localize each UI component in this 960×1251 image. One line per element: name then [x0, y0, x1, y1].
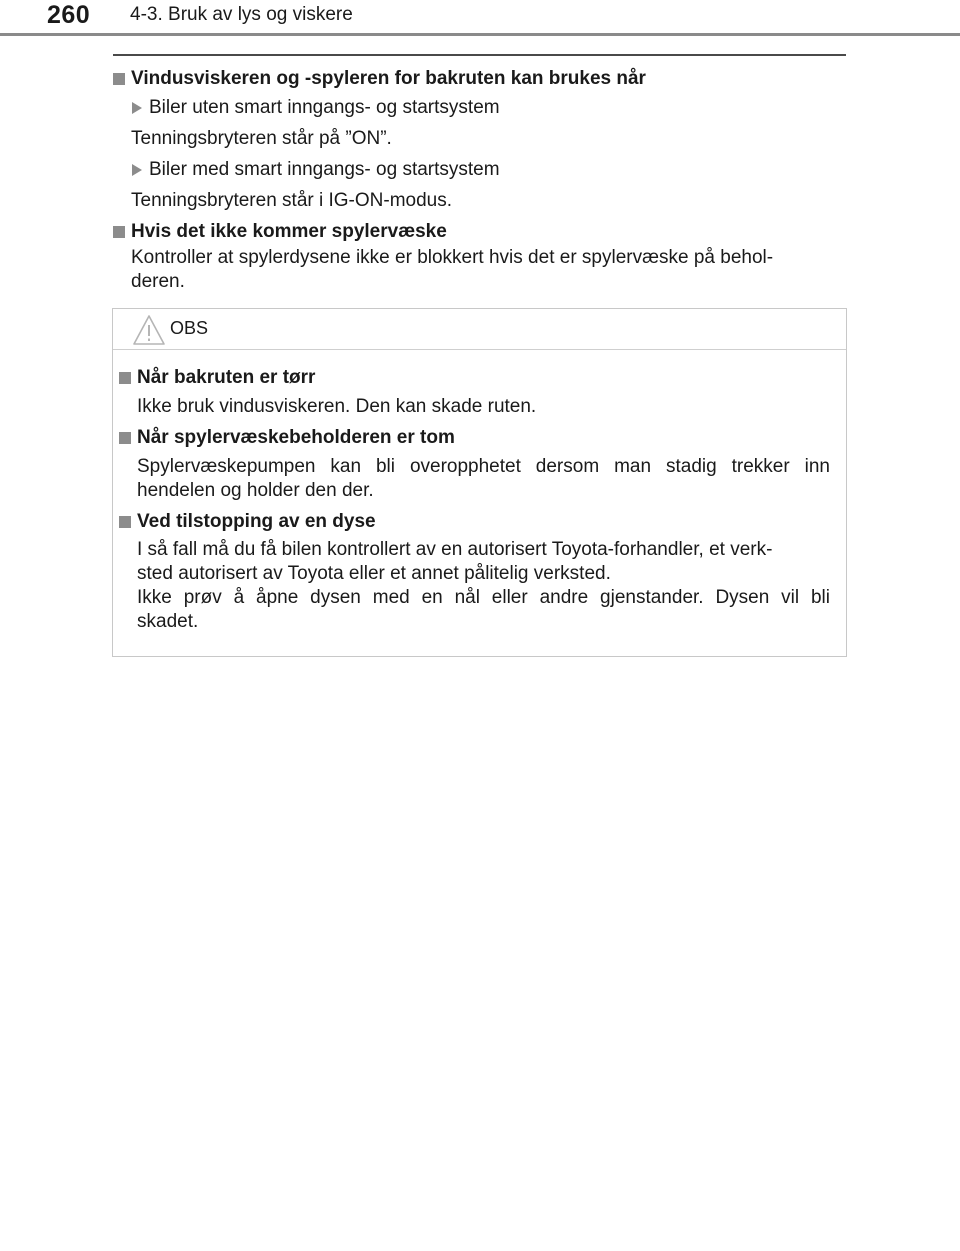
warning-triangle-icon: [132, 314, 166, 346]
content-divider: [113, 54, 846, 56]
list-item-text: Biler uten smart inngangs- og startsystem: [149, 97, 500, 118]
arrow-right-icon: [132, 164, 142, 176]
section-heading: [113, 67, 843, 91]
notice-heading-text: Når spylervæskebeholderen er tom: [137, 427, 455, 448]
list-item: [113, 96, 843, 120]
square-bullet-icon: [113, 73, 125, 85]
section-title: 4-3. Bruk av lys og viskere: [130, 4, 353, 25]
paragraph: Spylervæskepumpen kan bli overopphetet dersom man stadig trekker inn: [137, 456, 830, 477]
header-divider: [0, 33, 960, 36]
notice-heading-text: Ved tilstopping av en dyse: [137, 511, 376, 532]
notice-box: [112, 308, 847, 657]
notice-heading: [119, 366, 830, 390]
arrow-right-icon: [132, 102, 142, 114]
list-item-text: Biler med smart inngangs- og startsystem: [149, 159, 500, 180]
section-heading: [113, 220, 843, 244]
paragraph: sted autorisert av Toyota eller et annet pålitelig verksted.: [137, 563, 611, 584]
paragraph: Ikke prøv å åpne dysen med en nål eller andre gjenstander. Dysen vil bli: [137, 587, 830, 608]
paragraph: skadet.: [137, 611, 199, 632]
list-item: [113, 158, 843, 182]
notice-header: [113, 309, 846, 350]
notice-heading: [119, 510, 830, 534]
notice-heading-text: Når bakruten er tørr: [137, 367, 316, 388]
paragraph: Kontroller at spylerdysene ikke er blokkert hvis det er spylervæske på behol-: [131, 247, 774, 268]
notice-body: [119, 366, 830, 634]
section-heading-text: Vindusviskeren og -spyleren for bakruten kan brukes når: [131, 68, 646, 89]
square-bullet-icon: [119, 516, 131, 528]
square-bullet-icon: [119, 372, 131, 384]
paragraph: I så fall må du få bilen kontrollert av en autorisert Toyota-forhandler, et verk-: [137, 539, 773, 560]
notice-heading: [119, 426, 830, 450]
paragraph: hendelen og holder den der.: [137, 480, 374, 501]
main-content: [113, 64, 843, 294]
square-bullet-icon: [119, 432, 131, 444]
page-number: 260: [47, 1, 91, 29]
paragraph: Ikke bruk vindusviskeren. Den kan skade ruten.: [137, 396, 537, 417]
paragraph: deren.: [131, 271, 185, 292]
notice-title: OBS: [170, 318, 209, 338]
paragraph: Tenningsbryteren står på ”ON”.: [131, 128, 392, 149]
paragraph: Tenningsbryteren står i IG-ON-modus.: [131, 190, 453, 211]
square-bullet-icon: [113, 226, 125, 238]
section-heading-text: Hvis det ikke kommer spylervæske: [131, 221, 447, 242]
